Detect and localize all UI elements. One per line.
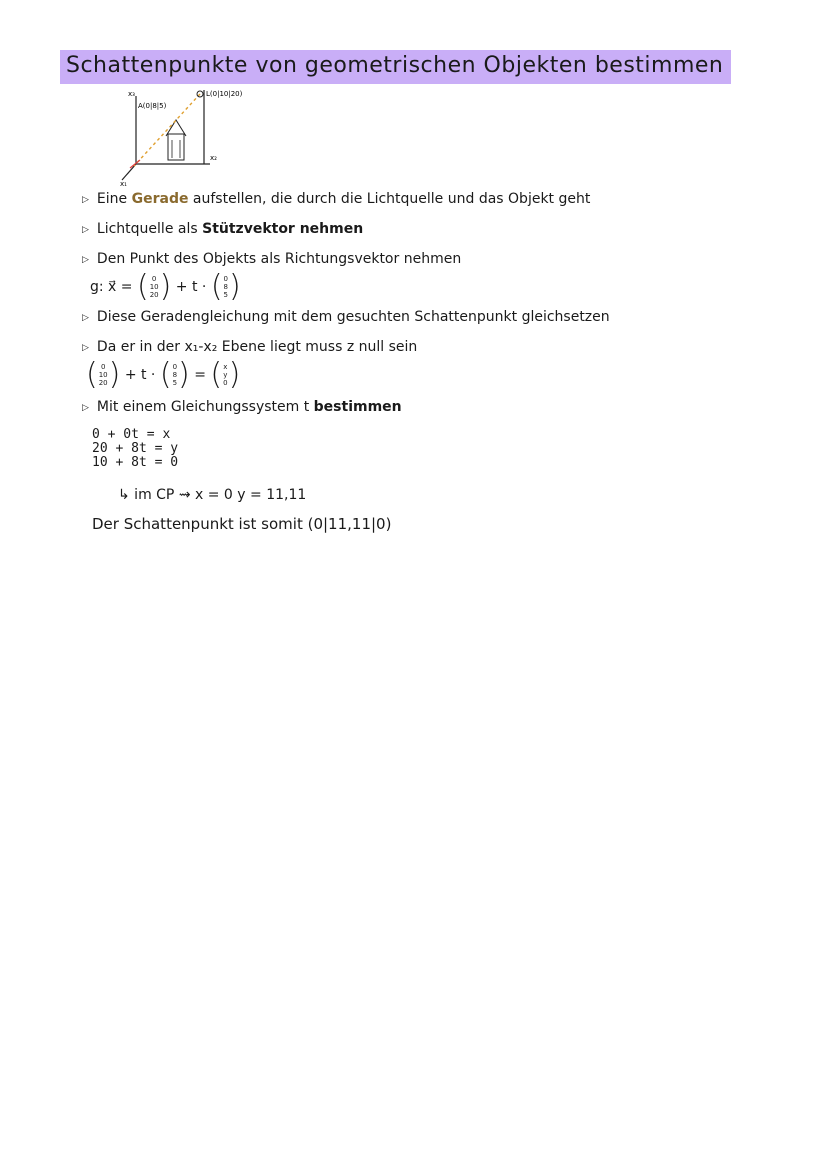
calculator-result: ↳ im CP ⇝ x = 0 y = 11,11 (118, 487, 307, 503)
bullet-4: ▷ Diese Geradengleichung mit dem gesuchten Schattenpunkt gleichsetzen (82, 309, 610, 325)
bullet-2: ▷ Lichtquelle als Stützvektor nehmen (82, 221, 364, 237)
equation-system (92, 428, 178, 470)
triangle-bullet-icon: ▷ (82, 403, 89, 413)
light-source-label: L(0|10|20) (206, 90, 243, 98)
x2-axis-label: x₂ (210, 154, 217, 162)
page-title: Schattenpunkte von geometrischen Objekten bestimmen (60, 50, 731, 84)
system-line-2: 20 + 8t = y (92, 441, 179, 456)
bullet-1: ▷ Eine Gerade aufstellen, die durch die Lichtquelle und das Objekt geht (82, 191, 591, 207)
bullet-3: ▷ Den Punkt des Objekts als Richtungsvektor nehmen (82, 251, 462, 267)
x1-axis-label: x₁ (120, 180, 127, 188)
triangle-bullet-icon: ▷ (82, 195, 89, 205)
point-a-label: A(0|8|5) (138, 102, 167, 110)
triangle-bullet-icon: ▷ (82, 343, 89, 353)
support-vector: ( 0 10 20 ) (136, 269, 172, 304)
direction-vector: ( 0 8 5 ) (210, 269, 241, 304)
bullet-6: ▷ Mit einem Gleichungssystem t bestimmen (82, 399, 402, 415)
system-line-3: 10 + 8t = 0 (92, 455, 179, 470)
line-equation: g: x⃗ = ( 0 10 20 ) + t · ( 0 8 5 ) (90, 269, 241, 304)
triangle-bullet-icon: ▷ (82, 255, 89, 265)
bullet-5: ▷ Da er in der x₁-x₂ Ebene liegt muss z null sein (82, 339, 418, 355)
triangle-bullet-icon: ▷ (82, 225, 89, 235)
triangle-bullet-icon: ▷ (82, 313, 89, 323)
system-line-1: 0 + 0t = x (92, 427, 171, 442)
shadow-equation: ( 0 10 20 ) + t · ( 0 8 5 ) = ( x y 0 ) (86, 357, 241, 392)
conclusion: Der Schattenpunkt ist somit (0|11,11|0) (92, 515, 392, 533)
x3-axis-label: x₃ (128, 90, 135, 98)
coordinate-diagram (100, 86, 260, 196)
